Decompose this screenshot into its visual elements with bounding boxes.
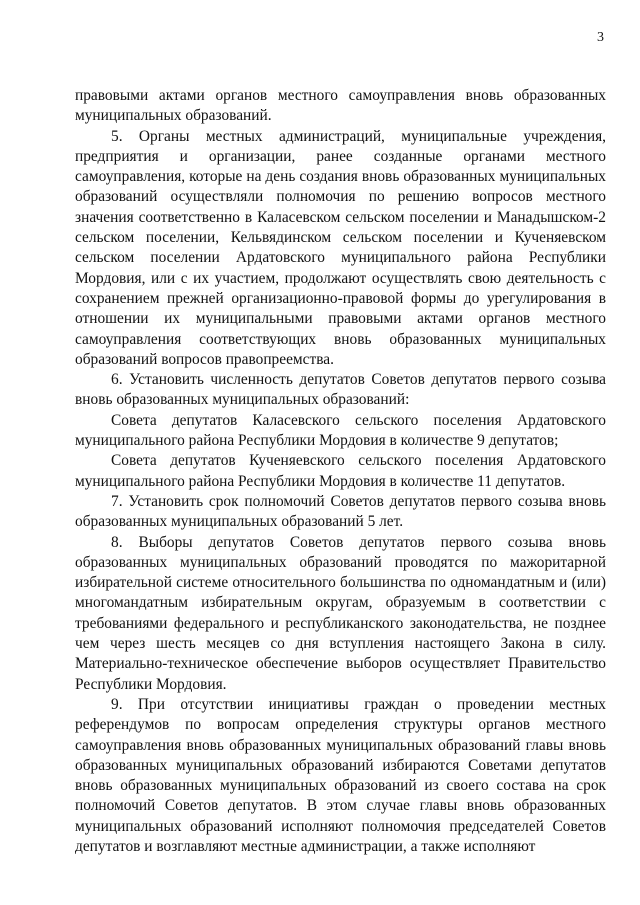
paragraph-item-6-kalasevo: Совета депутатов Каласевского сельского поселения Ардатовского муниципального района Республики Мордовия в количестве 9 депутатов; xyxy=(75,411,606,450)
document-body xyxy=(75,86,606,857)
paragraph-item-6-kucheniaevo: Совета депутатов Кученяевского сельского поселения Ардатовского муниципального района Республики Мордовия в количестве 11 депутатов. xyxy=(75,452,606,490)
page-number: 3 xyxy=(597,30,604,45)
paragraph-item-6: 6. Установить численность депутатов Советов депутатов первого созыва вновь образованных муниципальных образований: xyxy=(75,371,606,409)
paragraph-item-7: 7. Установить срок полномочий Советов депутатов первого созыва вновь образованных муниципальных образований 5 лет. xyxy=(75,492,606,531)
paragraph-item-5: 5. Органы местных администраций, муниципальные учреждения, предприятия и организации, ранее созданные органами местного самоуправления, которые на день создания вновь образованных муниципальных образований осуществляли полномочия по решению вопросов местного значения соответственно в Каласевском сельском поселении и Манадышском-2 сельском поселении, Кельвядинском сельском поселении и Кученяевском сельском поселении Ардатовского муниципального района Республики Мордовия, или с их участием, продолжают осуществлять свою деятельность с сохранением прежней организационно-правовой формы до урегулирования в отношении их муниципальными правовыми актами органов местного самоуправления соответствующих вновь образованных муниципальных образований вопросов правопреемства. xyxy=(75,127,606,368)
paragraph-item-8: 8. Выборы депутатов Советов депутатов первого созыва вновь образованных муниципальных образований проводятся по мажоритарной избирательной системе относительного большинства по одномандатным и (или) многомандатным избирательным округам, образуемым в соответствии с требованиями федерального и республиканского законодательства, не позднее чем через шесть месяцев со дня вступления настоящего Закона в силу. Материально-техническое обеспечение выборов осуществляет Правительство Республики Мордовия. xyxy=(75,533,606,693)
paragraph-continuation: правовыми актами органов местного самоуправления вновь образованных муниципальных образований. xyxy=(75,87,606,125)
paragraph-item-9: 9. При отсутствии инициативы граждан о проведении местных референдумов по вопросам определения структуры органов местного самоуправления вновь образованных муниципальных образований главы вновь образованных муниципальных образований избираются Советами депутатов вновь образованных муниципальных образований из своего состава на срок полномочий Советов депутатов. В этом случае главы вновь образованных муниципальных образований исполняют полномочия председателей Советов депутатов и возглавляют местные администрации, а также исполняют xyxy=(75,695,606,855)
